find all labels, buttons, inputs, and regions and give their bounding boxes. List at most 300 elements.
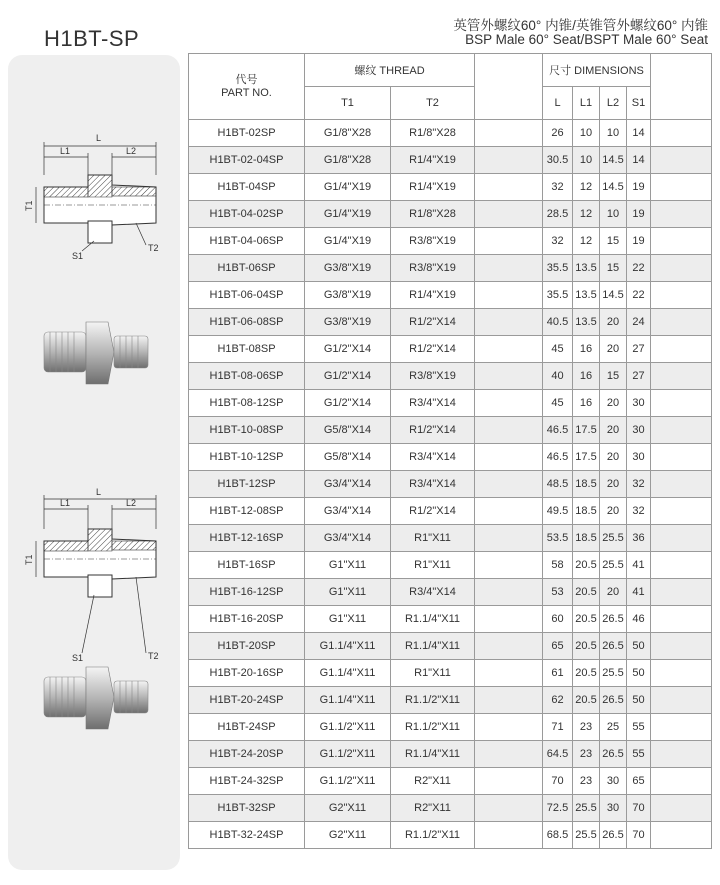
table-row bbox=[189, 336, 712, 363]
cell-t2: R1/2"X14 bbox=[391, 417, 475, 444]
cell-l1: 25.5 bbox=[573, 795, 600, 822]
header-dimensions: 尺寸 DIMENSIONS bbox=[543, 54, 651, 87]
subtitle-chinese: 英管外螺纹60° 内锥/英锥管外螺纹60° 内锥 bbox=[453, 18, 708, 33]
cell-l1: 20.5 bbox=[573, 660, 600, 687]
cell-l: 68.5 bbox=[543, 822, 573, 849]
cell-l2: 20 bbox=[600, 498, 627, 525]
cell-t1: G1/2"X14 bbox=[305, 336, 391, 363]
cell-l1: 13.5 bbox=[573, 282, 600, 309]
cell-blank bbox=[651, 471, 712, 498]
table-row bbox=[189, 741, 712, 768]
cell-l2: 14.5 bbox=[600, 147, 627, 174]
cell-t2: R1/8"X28 bbox=[391, 201, 475, 228]
fitting-photo-2 bbox=[8, 655, 180, 745]
cell-l1: 17.5 bbox=[573, 444, 600, 471]
cell-l2: 20 bbox=[600, 471, 627, 498]
cell-t1: G2"X11 bbox=[305, 795, 391, 822]
table-row bbox=[189, 120, 712, 147]
cell-blank bbox=[475, 714, 543, 741]
cell-part-no: H1BT-06-04SP bbox=[189, 282, 305, 309]
spec-table bbox=[188, 53, 712, 849]
cell-l1: 20.5 bbox=[573, 579, 600, 606]
cell-part-no: H1BT-16-12SP bbox=[189, 579, 305, 606]
cell-blank bbox=[651, 228, 712, 255]
cell-t1: G3/4"X14 bbox=[305, 498, 391, 525]
cell-blank bbox=[651, 444, 712, 471]
cell-t1: G3/8"X19 bbox=[305, 309, 391, 336]
dim-label-T2: T2 bbox=[148, 243, 159, 253]
cell-blank bbox=[475, 363, 543, 390]
cell-l2: 20 bbox=[600, 417, 627, 444]
cell-s1: 55 bbox=[627, 714, 651, 741]
cell-blank bbox=[651, 282, 712, 309]
cell-t1: G1.1/2"X11 bbox=[305, 768, 391, 795]
cell-l: 62 bbox=[543, 687, 573, 714]
cell-blank bbox=[651, 417, 712, 444]
cell-s1: 19 bbox=[627, 174, 651, 201]
cell-part-no: H1BT-32-24SP bbox=[189, 822, 305, 849]
cell-t1: G1.1/4"X11 bbox=[305, 687, 391, 714]
cell-blank bbox=[475, 120, 543, 147]
cell-blank bbox=[475, 525, 543, 552]
cell-l2: 26.5 bbox=[600, 741, 627, 768]
cell-s1: 50 bbox=[627, 660, 651, 687]
cell-blank bbox=[651, 201, 712, 228]
cell-l1: 25.5 bbox=[573, 822, 600, 849]
cell-part-no: H1BT-20-16SP bbox=[189, 660, 305, 687]
cell-l: 53 bbox=[543, 579, 573, 606]
cell-l2: 20 bbox=[600, 336, 627, 363]
table-row bbox=[189, 795, 712, 822]
cell-t2: R2"X11 bbox=[391, 768, 475, 795]
cell-l2: 15 bbox=[600, 363, 627, 390]
cell-l1: 12 bbox=[573, 201, 600, 228]
cell-s1: 30 bbox=[627, 444, 651, 471]
cell-t2: R1"X11 bbox=[391, 660, 475, 687]
header-t2: T2 bbox=[391, 87, 475, 120]
cell-s1: 46 bbox=[627, 606, 651, 633]
cell-blank bbox=[475, 795, 543, 822]
technical-drawing-1 bbox=[8, 125, 180, 325]
cell-part-no: H1BT-10-12SP bbox=[189, 444, 305, 471]
cell-blank bbox=[651, 120, 712, 147]
dim-label-S1: S1 bbox=[72, 251, 84, 261]
cell-part-no: H1BT-04-02SP bbox=[189, 201, 305, 228]
dim-label-L1: L1 bbox=[60, 146, 71, 156]
cell-s1: 14 bbox=[627, 120, 651, 147]
cell-l2: 10 bbox=[600, 120, 627, 147]
cell-part-no: H1BT-04-06SP bbox=[189, 228, 305, 255]
cell-l: 32 bbox=[543, 228, 573, 255]
cell-l1: 16 bbox=[573, 336, 600, 363]
cell-s1: 41 bbox=[627, 552, 651, 579]
cell-l1: 10 bbox=[573, 147, 600, 174]
cell-l: 30.5 bbox=[543, 147, 573, 174]
cell-l2: 26.5 bbox=[600, 606, 627, 633]
cell-t1: G1.1/2"X11 bbox=[305, 741, 391, 768]
cell-l1: 17.5 bbox=[573, 417, 600, 444]
cell-s1: 24 bbox=[627, 309, 651, 336]
cell-blank bbox=[651, 255, 712, 282]
cell-s1: 32 bbox=[627, 498, 651, 525]
cell-l2: 26.5 bbox=[600, 822, 627, 849]
header-l1: L1 bbox=[573, 87, 600, 120]
cell-l2: 20 bbox=[600, 444, 627, 471]
cell-t2: R1/2"X14 bbox=[391, 309, 475, 336]
cell-l1: 18.5 bbox=[573, 498, 600, 525]
dim-label-L: L bbox=[96, 133, 102, 143]
cell-blank bbox=[475, 768, 543, 795]
cell-t2: R1.1/2"X11 bbox=[391, 822, 475, 849]
header-part-cn: 代号 bbox=[235, 73, 258, 86]
cell-l2: 25.5 bbox=[600, 525, 627, 552]
cell-blank bbox=[651, 687, 712, 714]
cell-blank bbox=[651, 363, 712, 390]
cell-t2: R1/4"X19 bbox=[391, 147, 475, 174]
cell-t1: G1/4"X19 bbox=[305, 174, 391, 201]
cell-l2: 25.5 bbox=[600, 660, 627, 687]
table-row bbox=[189, 309, 712, 336]
cell-t2: R3/4"X14 bbox=[391, 444, 475, 471]
header-thread: 螺纹 THREAD bbox=[305, 54, 475, 87]
cell-t2: R1/2"X14 bbox=[391, 336, 475, 363]
cell-t1: G2"X11 bbox=[305, 822, 391, 849]
cell-s1: 22 bbox=[627, 255, 651, 282]
header-s1: S1 bbox=[627, 87, 651, 120]
cell-s1: 50 bbox=[627, 687, 651, 714]
cell-l1: 18.5 bbox=[573, 525, 600, 552]
cell-t1: G1"X11 bbox=[305, 606, 391, 633]
cell-s1: 19 bbox=[627, 201, 651, 228]
cell-t2: R1"X11 bbox=[391, 525, 475, 552]
cell-l: 70 bbox=[543, 768, 573, 795]
cell-l: 48.5 bbox=[543, 471, 573, 498]
cell-t1: G5/8"X14 bbox=[305, 444, 391, 471]
cell-s1: 36 bbox=[627, 525, 651, 552]
cell-l: 40 bbox=[543, 363, 573, 390]
cell-blank bbox=[651, 390, 712, 417]
table-row bbox=[189, 363, 712, 390]
table-row bbox=[189, 687, 712, 714]
cell-t1: G1"X11 bbox=[305, 579, 391, 606]
cell-t2: R1/2"X14 bbox=[391, 498, 475, 525]
table-row bbox=[189, 660, 712, 687]
cell-t1: G1/8"X28 bbox=[305, 120, 391, 147]
dim-label-L1: L1 bbox=[60, 498, 71, 508]
header-part-no bbox=[189, 54, 305, 120]
cell-l2: 15 bbox=[600, 255, 627, 282]
cell-l: 46.5 bbox=[543, 417, 573, 444]
cell-l2: 30 bbox=[600, 795, 627, 822]
cell-part-no: H1BT-12SP bbox=[189, 471, 305, 498]
table-row bbox=[189, 471, 712, 498]
cell-t2: R1.1/4"X11 bbox=[391, 633, 475, 660]
cell-t2: R3/4"X14 bbox=[391, 390, 475, 417]
cell-t2: R3/8"X19 bbox=[391, 255, 475, 282]
cell-l: 49.5 bbox=[543, 498, 573, 525]
header-blank bbox=[475, 54, 543, 120]
table-row bbox=[189, 417, 712, 444]
cell-part-no: H1BT-16SP bbox=[189, 552, 305, 579]
cell-l1: 12 bbox=[573, 228, 600, 255]
cell-blank bbox=[475, 633, 543, 660]
cell-part-no: H1BT-06-08SP bbox=[189, 309, 305, 336]
cell-l2: 26.5 bbox=[600, 633, 627, 660]
cell-blank bbox=[651, 552, 712, 579]
cell-blank bbox=[475, 552, 543, 579]
cell-l1: 23 bbox=[573, 714, 600, 741]
cell-s1: 30 bbox=[627, 417, 651, 444]
cell-blank bbox=[651, 498, 712, 525]
cell-t1: G3/4"X14 bbox=[305, 471, 391, 498]
cell-blank bbox=[475, 498, 543, 525]
cell-blank bbox=[475, 579, 543, 606]
cell-t2: R3/4"X14 bbox=[391, 471, 475, 498]
table-row bbox=[189, 174, 712, 201]
cell-l1: 23 bbox=[573, 741, 600, 768]
cell-part-no: H1BT-10-08SP bbox=[189, 417, 305, 444]
header-l2: L2 bbox=[600, 87, 627, 120]
subtitle-english: BSP Male 60° Seat/BSPT Male 60° Seat bbox=[465, 32, 708, 47]
cell-part-no: H1BT-02SP bbox=[189, 120, 305, 147]
cell-l2: 15 bbox=[600, 228, 627, 255]
cell-t2: R1.1/2"X11 bbox=[391, 714, 475, 741]
cell-s1: 27 bbox=[627, 363, 651, 390]
table-row bbox=[189, 444, 712, 471]
cell-l2: 14.5 bbox=[600, 282, 627, 309]
cell-t2: R1.1/4"X11 bbox=[391, 606, 475, 633]
cell-l: 61 bbox=[543, 660, 573, 687]
table-row bbox=[189, 606, 712, 633]
header-t1: T1 bbox=[305, 87, 391, 120]
cell-t1: G1/4"X19 bbox=[305, 228, 391, 255]
cell-t2: R3/4"X14 bbox=[391, 579, 475, 606]
cell-part-no: H1BT-24-32SP bbox=[189, 768, 305, 795]
cell-l: 45 bbox=[543, 390, 573, 417]
cell-t1: G5/8"X14 bbox=[305, 417, 391, 444]
cell-l: 32 bbox=[543, 174, 573, 201]
cell-blank bbox=[475, 660, 543, 687]
table-row bbox=[189, 147, 712, 174]
table-row bbox=[189, 498, 712, 525]
cell-l2: 26.5 bbox=[600, 687, 627, 714]
cell-t1: G1"X11 bbox=[305, 552, 391, 579]
cell-blank bbox=[475, 201, 543, 228]
cell-l: 40.5 bbox=[543, 309, 573, 336]
cell-blank bbox=[475, 228, 543, 255]
table-row bbox=[189, 822, 712, 849]
cell-t1: G1/2"X14 bbox=[305, 390, 391, 417]
dim-label-L2: L2 bbox=[126, 146, 137, 156]
cell-blank bbox=[475, 417, 543, 444]
table-header bbox=[189, 54, 712, 120]
cell-blank bbox=[475, 147, 543, 174]
cell-l1: 23 bbox=[573, 768, 600, 795]
cell-t1: G1.1/2"X11 bbox=[305, 714, 391, 741]
cell-l2: 10 bbox=[600, 201, 627, 228]
cell-l1: 20.5 bbox=[573, 552, 600, 579]
cell-part-no: H1BT-08-12SP bbox=[189, 390, 305, 417]
cell-l: 28.5 bbox=[543, 201, 573, 228]
cell-s1: 41 bbox=[627, 579, 651, 606]
cell-s1: 70 bbox=[627, 795, 651, 822]
dim-label-L: L bbox=[96, 487, 102, 497]
cell-part-no: H1BT-32SP bbox=[189, 795, 305, 822]
cell-t1: G1/8"X28 bbox=[305, 147, 391, 174]
cell-part-no: H1BT-12-16SP bbox=[189, 525, 305, 552]
cell-blank bbox=[651, 174, 712, 201]
table-row bbox=[189, 228, 712, 255]
cell-blank bbox=[475, 741, 543, 768]
cell-l: 60 bbox=[543, 606, 573, 633]
cell-blank bbox=[475, 390, 543, 417]
cell-l: 64.5 bbox=[543, 741, 573, 768]
cell-blank bbox=[475, 336, 543, 363]
cell-l2: 25 bbox=[600, 714, 627, 741]
header-blank bbox=[651, 54, 712, 120]
table-row bbox=[189, 282, 712, 309]
cell-t2: R3/8"X19 bbox=[391, 228, 475, 255]
cell-l1: 20.5 bbox=[573, 633, 600, 660]
cell-l: 71 bbox=[543, 714, 573, 741]
cell-l: 45 bbox=[543, 336, 573, 363]
cell-part-no: H1BT-24SP bbox=[189, 714, 305, 741]
dim-label-T1: T1 bbox=[24, 554, 34, 565]
cell-s1: 19 bbox=[627, 228, 651, 255]
dim-label-T2: T2 bbox=[148, 651, 159, 661]
table-row bbox=[189, 255, 712, 282]
table-row bbox=[189, 525, 712, 552]
cell-blank bbox=[475, 255, 543, 282]
cell-s1: 14 bbox=[627, 147, 651, 174]
cell-part-no: H1BT-08SP bbox=[189, 336, 305, 363]
cell-blank bbox=[651, 660, 712, 687]
cell-part-no: H1BT-08-06SP bbox=[189, 363, 305, 390]
cell-l1: 10 bbox=[573, 120, 600, 147]
cell-l1: 13.5 bbox=[573, 255, 600, 282]
cell-l1: 16 bbox=[573, 363, 600, 390]
cell-l1: 20.5 bbox=[573, 687, 600, 714]
table-row bbox=[189, 390, 712, 417]
cell-part-no: H1BT-20SP bbox=[189, 633, 305, 660]
cell-blank bbox=[651, 147, 712, 174]
cell-blank bbox=[651, 606, 712, 633]
cell-part-no: H1BT-16-20SP bbox=[189, 606, 305, 633]
cell-l: 35.5 bbox=[543, 255, 573, 282]
cell-part-no: H1BT-12-08SP bbox=[189, 498, 305, 525]
cell-t1: G3/8"X19 bbox=[305, 255, 391, 282]
dim-label-S1: S1 bbox=[72, 653, 84, 663]
cell-blank bbox=[651, 633, 712, 660]
cell-blank bbox=[651, 525, 712, 552]
cell-s1: 27 bbox=[627, 336, 651, 363]
cell-t1: G1/2"X14 bbox=[305, 363, 391, 390]
fitting-photo-1 bbox=[8, 310, 180, 400]
dim-label-L2: L2 bbox=[126, 498, 137, 508]
cell-blank bbox=[651, 309, 712, 336]
cell-s1: 65 bbox=[627, 768, 651, 795]
cell-t2: R1"X11 bbox=[391, 552, 475, 579]
cell-s1: 55 bbox=[627, 741, 651, 768]
cell-s1: 50 bbox=[627, 633, 651, 660]
table-row bbox=[189, 552, 712, 579]
cell-t2: R1/4"X19 bbox=[391, 282, 475, 309]
cell-l: 46.5 bbox=[543, 444, 573, 471]
cell-l2: 30 bbox=[600, 768, 627, 795]
cell-blank bbox=[475, 687, 543, 714]
table-row bbox=[189, 579, 712, 606]
cell-blank bbox=[475, 471, 543, 498]
cell-s1: 70 bbox=[627, 822, 651, 849]
cell-blank bbox=[651, 822, 712, 849]
table-body bbox=[189, 120, 712, 849]
cell-t2: R1/4"X19 bbox=[391, 174, 475, 201]
cell-part-no: H1BT-02-04SP bbox=[189, 147, 305, 174]
cell-blank bbox=[475, 606, 543, 633]
cell-l2: 14.5 bbox=[600, 174, 627, 201]
cell-part-no: H1BT-24-20SP bbox=[189, 741, 305, 768]
cell-part-no: H1BT-04SP bbox=[189, 174, 305, 201]
cell-blank bbox=[651, 714, 712, 741]
cell-blank bbox=[475, 174, 543, 201]
cell-l2: 20 bbox=[600, 390, 627, 417]
cell-l: 58 bbox=[543, 552, 573, 579]
cell-t1: G1/4"X19 bbox=[305, 201, 391, 228]
cell-blank bbox=[651, 579, 712, 606]
cell-l: 53.5 bbox=[543, 525, 573, 552]
table-row bbox=[189, 633, 712, 660]
cell-s1: 22 bbox=[627, 282, 651, 309]
cell-l2: 20 bbox=[600, 579, 627, 606]
drawings-panel bbox=[8, 55, 180, 870]
table-row bbox=[189, 714, 712, 741]
cell-blank bbox=[651, 741, 712, 768]
cell-t2: R3/8"X19 bbox=[391, 363, 475, 390]
cell-t2: R1.1/2"X11 bbox=[391, 687, 475, 714]
cell-t1: G1.1/4"X11 bbox=[305, 660, 391, 687]
cell-s1: 30 bbox=[627, 390, 651, 417]
cell-l: 35.5 bbox=[543, 282, 573, 309]
cell-s1: 32 bbox=[627, 471, 651, 498]
header-part-en: PART NO. bbox=[221, 86, 272, 99]
dim-label-T1: T1 bbox=[24, 200, 34, 211]
header-l: L bbox=[543, 87, 573, 120]
cell-l: 26 bbox=[543, 120, 573, 147]
cell-blank bbox=[651, 795, 712, 822]
table-row bbox=[189, 201, 712, 228]
cell-blank bbox=[651, 768, 712, 795]
cell-l1: 18.5 bbox=[573, 471, 600, 498]
cell-l2: 20 bbox=[600, 309, 627, 336]
cell-t2: R1/8"X28 bbox=[391, 120, 475, 147]
cell-t1: G3/8"X19 bbox=[305, 282, 391, 309]
cell-part-no: H1BT-06SP bbox=[189, 255, 305, 282]
cell-part-no: H1BT-20-24SP bbox=[189, 687, 305, 714]
page-title: H1BT-SP bbox=[44, 26, 140, 51]
table-row bbox=[189, 768, 712, 795]
cell-blank bbox=[651, 336, 712, 363]
cell-blank bbox=[475, 309, 543, 336]
cell-t2: R2"X11 bbox=[391, 795, 475, 822]
cell-t1: G3/4"X14 bbox=[305, 525, 391, 552]
cell-l1: 16 bbox=[573, 390, 600, 417]
cell-blank bbox=[475, 444, 543, 471]
cell-blank bbox=[475, 822, 543, 849]
cell-l: 65 bbox=[543, 633, 573, 660]
cell-blank bbox=[475, 282, 543, 309]
cell-l2: 25.5 bbox=[600, 552, 627, 579]
cell-l1: 20.5 bbox=[573, 606, 600, 633]
